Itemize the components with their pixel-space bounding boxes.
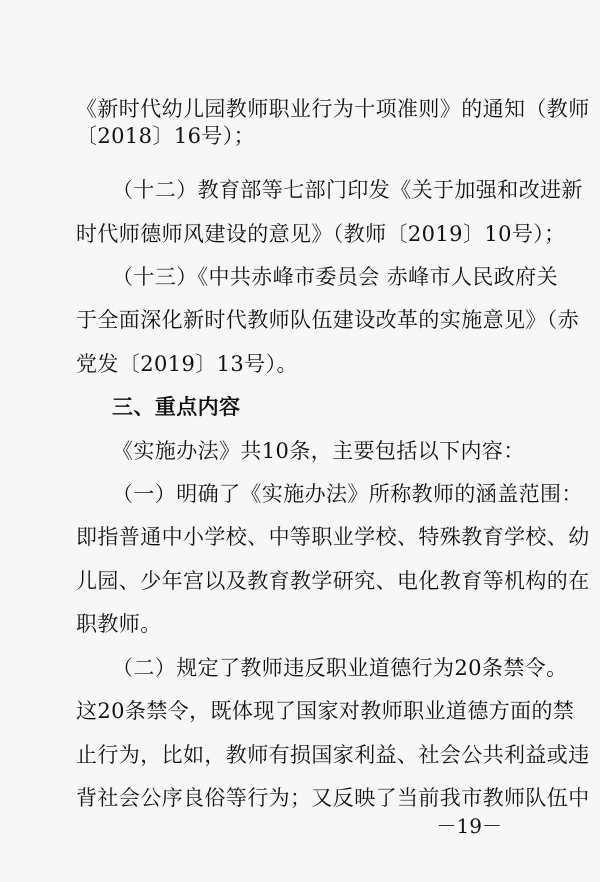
text-line-5: （十三）《中共赤峰市委员会 赤峰市人民政府关 xyxy=(112,265,558,289)
text-line-10: （一）明确了《实施办法》所称教师的涵盖范围： xyxy=(112,482,583,506)
page-number: －19－ xyxy=(436,814,502,838)
text-line-17: 背社会公序良俗等行为；又反映了当前我市教师队伍中 xyxy=(76,786,590,810)
text-line-2: 〔2018〕16号）； xyxy=(76,124,256,148)
text-line-12: 儿园、少年宫以及教育教学研究、电化教育等机构的在 xyxy=(76,569,590,593)
text-line-1: 《新时代幼儿园教师职业行为十项准则》的通知（教师 xyxy=(76,97,590,121)
text-line-6: 于全面深化新时代教师队伍建设改革的实施意见》（赤 xyxy=(76,308,580,332)
text-line-15: 这20条禁令，既体现了国家对教师职业道德方面的禁 xyxy=(76,699,575,723)
text-line-13: 职教师。 xyxy=(76,612,162,636)
text-line-9: 《实施办法》共10条，主要包括以下内容： xyxy=(112,439,525,463)
section-heading: 三、重点内容 xyxy=(112,395,241,419)
text-line-14: （二）规定了教师违反职业道德行为20条禁令。 xyxy=(112,656,568,680)
text-line-4: 时代师德师风建设的意见》（教师〔2019〕10号）； xyxy=(76,222,566,246)
text-line-3: （十二）教育部等七部门印发《关于加强和改进新 xyxy=(112,178,583,202)
text-line-7: 党发〔2019〕13号）。 xyxy=(76,352,298,376)
text-line-16: 止行为，比如，教师有损国家利益、社会公共利益或违 xyxy=(76,743,590,767)
text-line-11: 即指普通中小学校、中等职业学校、特殊教育学校、幼 xyxy=(76,525,590,549)
